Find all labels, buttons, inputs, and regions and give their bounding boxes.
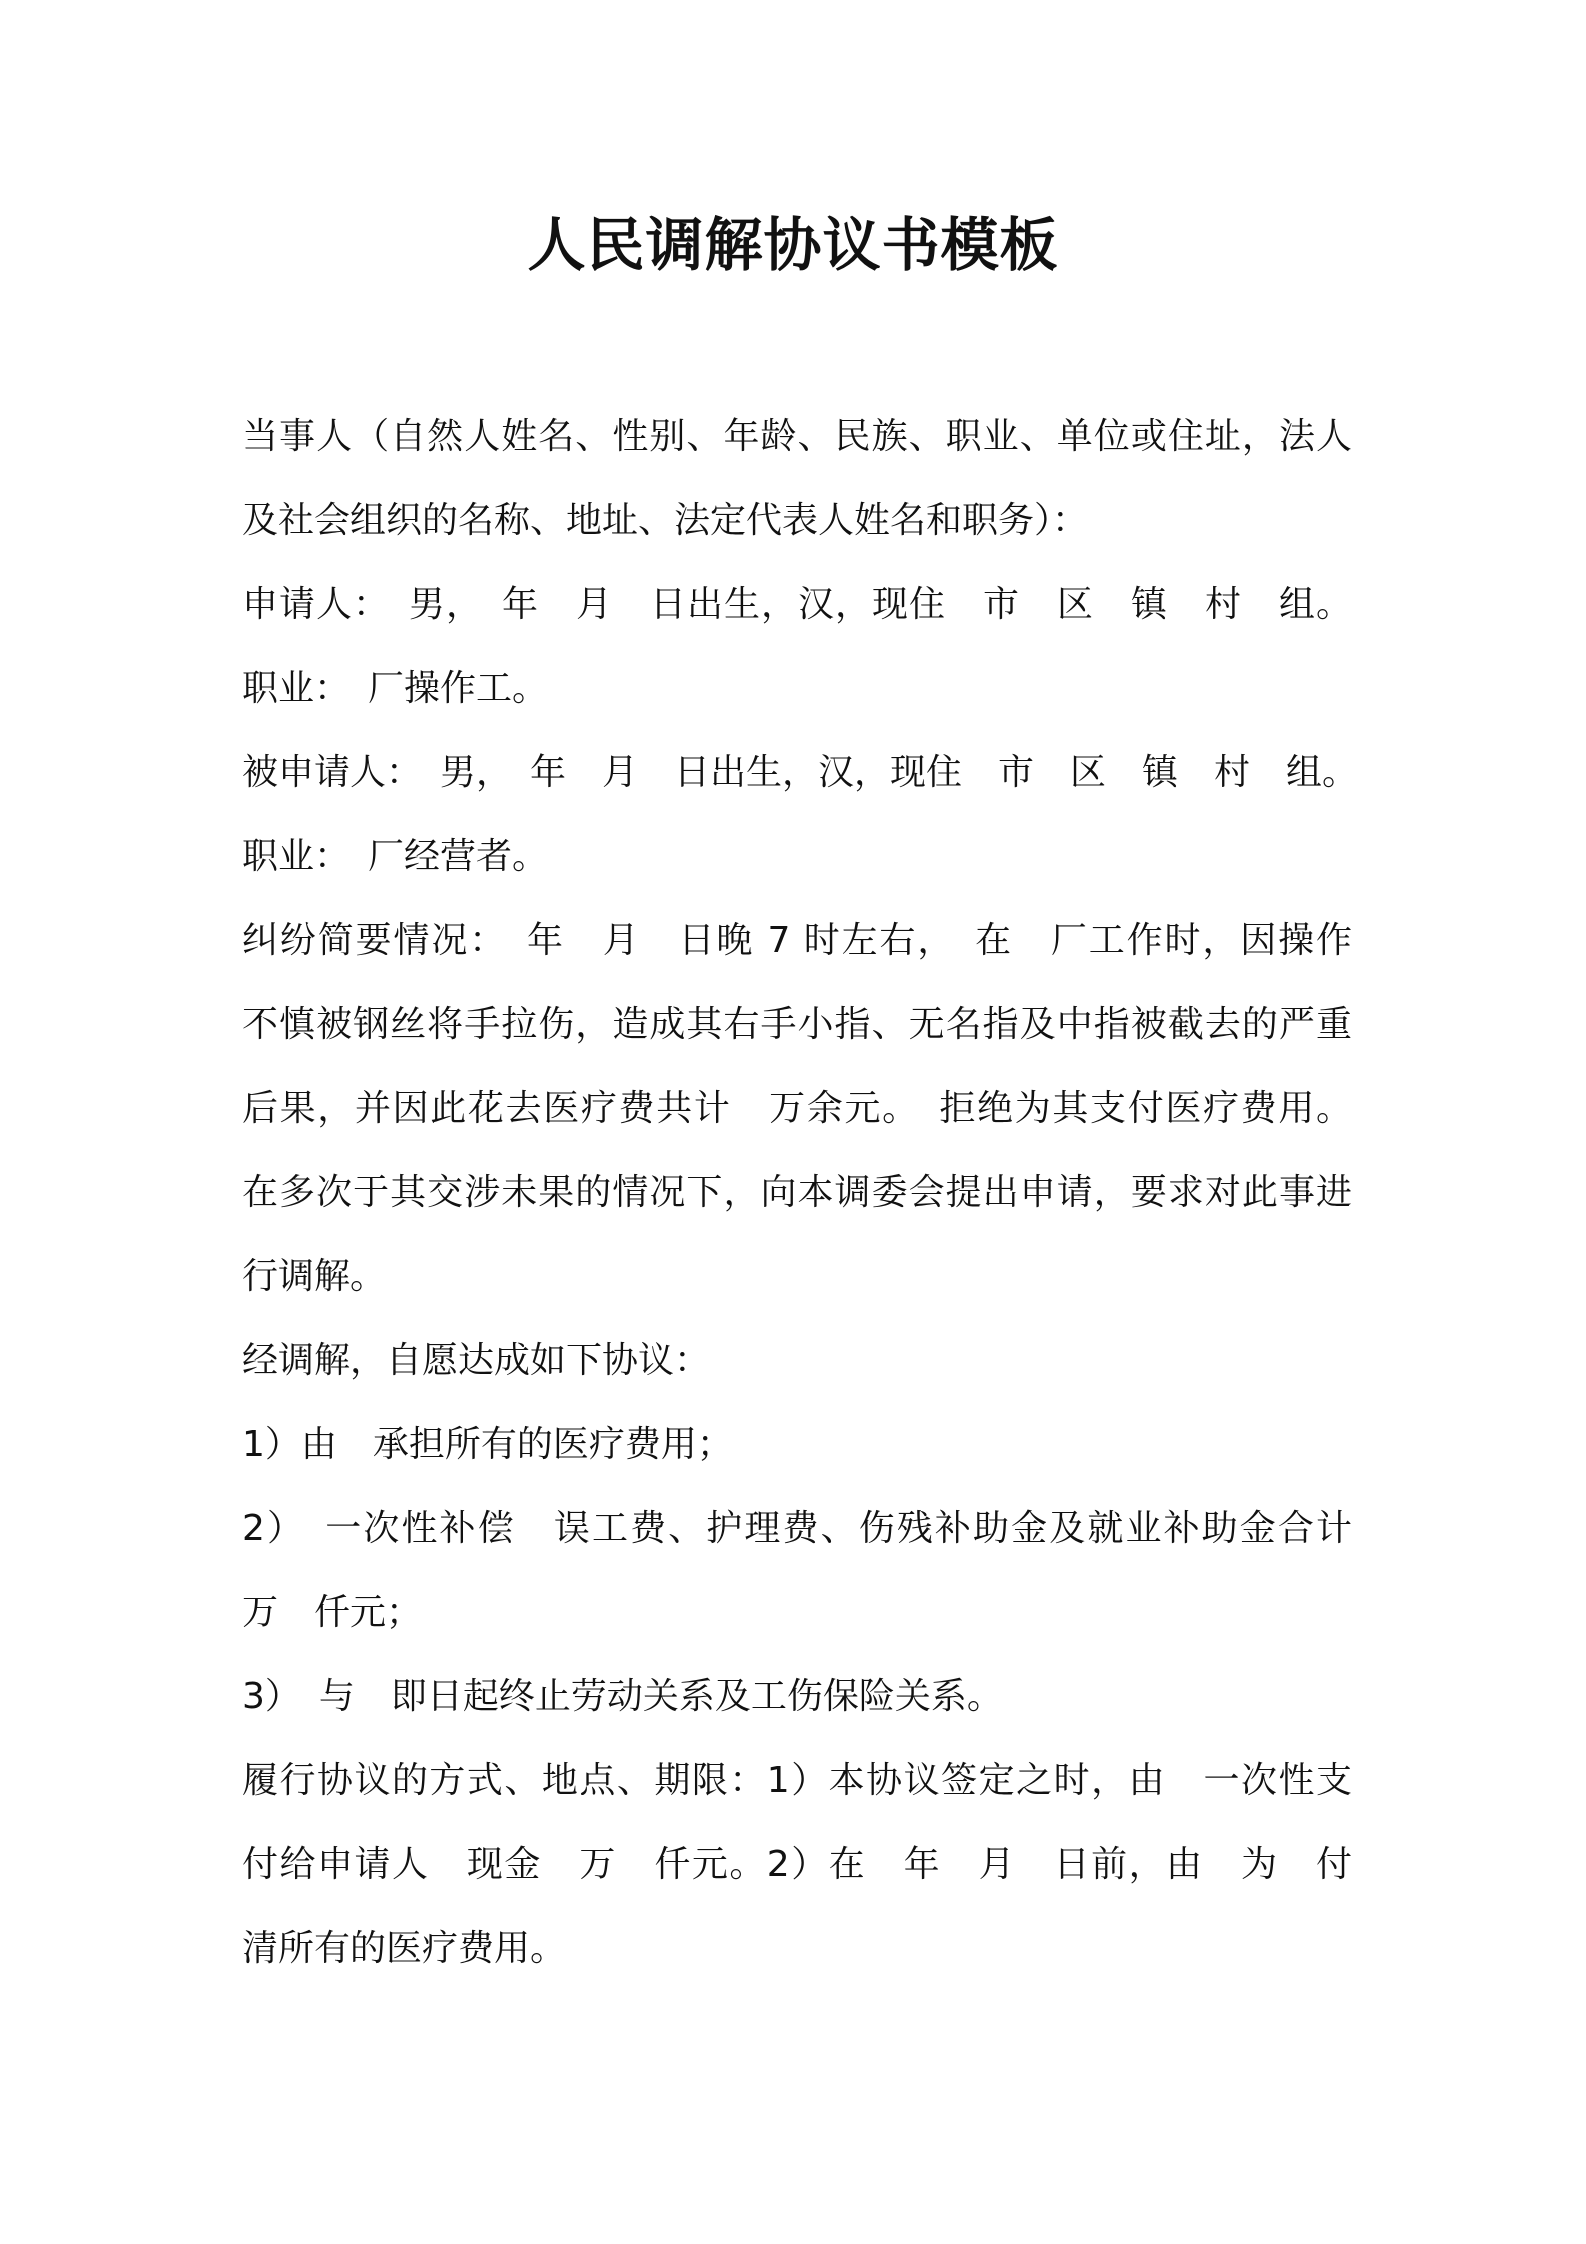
paragraph-line: 履行协议的方式、地点、期限：1）本协议签定之时，由 一次性支: [242, 1760, 1352, 1801]
document-body: [242, 395, 1359, 1991]
paragraph-line: 职业： 厂操作工。: [242, 668, 549, 709]
paragraph-line: 经调解，自愿达成如下协议：: [242, 1340, 711, 1381]
paragraph-line: 后果，并因此花去医疗费共计 万余元。 拒绝为其支付医疗费用。: [242, 1088, 1352, 1129]
paragraph-line: 1）由 承担所有的医疗费用；: [242, 1424, 733, 1465]
paragraph-line: 清所有的医疗费用。: [242, 1928, 567, 1969]
paragraph-line: 行调解。: [242, 1256, 387, 1297]
paragraph-line: 申请人： 男， 年 月 日出生，汉，现住 市 区 镇 村 组。: [242, 584, 1352, 625]
paragraph-line: 不慎被钢丝将手拉伤，造成其右手小指、无名指及中指被截去的严重: [242, 1004, 1352, 1045]
paragraph-line: 被申请人： 男， 年 月 日出生，汉，现住 市 区 镇 村 组。: [242, 752, 1359, 793]
paragraph-line: 及社会组织的名称、地址、法定代表人姓名和职务）：: [242, 500, 1089, 541]
paragraph-line: 纠纷简要情况： 年 月 日晚 7 时左右， 在 厂工作时，因操作: [242, 920, 1352, 961]
paragraph-line: 职业： 厂经营者。: [242, 836, 549, 877]
paragraph-line: 2） 一次性补偿 误工费、护理费、伤残补助金及就业补助金合计: [242, 1508, 1352, 1549]
document-title: 人民调解协议书模板: [527, 211, 1059, 279]
paragraph-line: 3） 与 即日起终止劳动关系及工伤保险关系。: [242, 1676, 1003, 1717]
paragraph-line: 当事人（自然人姓名、性别、年龄、民族、职业、单位或住址，法人: [242, 416, 1352, 457]
paragraph-line: 万 仟元；: [242, 1592, 423, 1633]
paragraph-line: 付给申请人 现金 万 仟元。2）在 年 月 日前，由 为 付: [242, 1844, 1352, 1885]
paragraph-line: 在多次于其交涉未果的情况下，向本调委会提出申请，要求对此事进: [242, 1172, 1352, 1213]
